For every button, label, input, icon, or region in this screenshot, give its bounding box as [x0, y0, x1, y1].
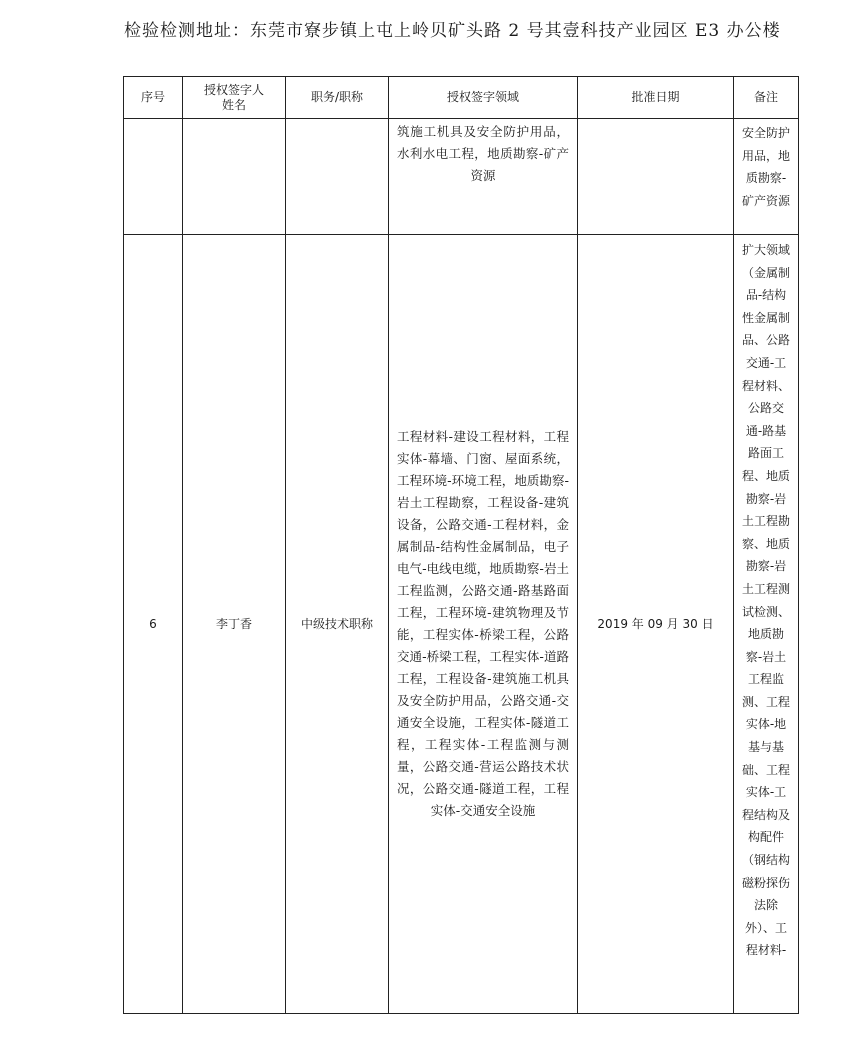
note-text: 安全防护用品，地质勘察-矿产资源	[741, 126, 790, 208]
scope-text: 筑施工机具及安全防护用品，水利水电工程，地质勘察-矿产资源	[397, 124, 569, 183]
cell-date	[578, 119, 734, 235]
cell-title: 中级技术职称	[286, 235, 389, 1014]
header-note: 备注	[734, 77, 799, 119]
note-text: 扩大领域（金属制品-结构性金属制品、公路交通-工程材料、公路交通-路基路面工程、地质勘察-岩土工程勘察、地质勘察-岩土工程测试检测、地质勘察-岩土工程监测、工程实体-地基与基础、工程实体-工程结构及构配件（钢结构磁粉探伤法除外）、工程材料-	[741, 243, 790, 958]
cell-date: 2019 年 09 月 30 日	[578, 235, 734, 1014]
cell-note	[734, 119, 799, 235]
cell-index	[124, 119, 183, 235]
header-title: 职务/职称	[286, 77, 389, 119]
cell-scope	[389, 119, 578, 235]
header-date: 批准日期	[578, 77, 734, 119]
cell-index: 6	[124, 235, 183, 1014]
authorized-signatory-table	[123, 76, 799, 1014]
table-header-row	[124, 77, 799, 119]
cell-name	[183, 119, 286, 235]
header-name: 授权签字人姓名	[183, 77, 286, 119]
cell-scope	[389, 235, 578, 1014]
header-index: 序号	[124, 77, 183, 119]
page-heading: 检验检测地址：东莞市寮步镇上屯上岭贝矿头路 2 号其壹科技产业园区 E3 办公楼	[124, 21, 781, 41]
cell-name: 李丁香	[183, 235, 286, 1014]
table-row	[124, 235, 799, 1014]
cell-note	[734, 235, 799, 1014]
cell-title	[286, 119, 389, 235]
header-scope: 授权签字领域	[389, 77, 578, 119]
scope-text: 工程材料-建设工程材料，工程实体-幕墙、门窗、屋面系统，工程环境-环境工程，地质勘察-岩土工程勘察，工程设备-建筑设备，公路交通-工程材料，金属制品-结构性金属制品，电子电气-电线电缆，地质勘察-岩土工程监测，公路交通-路基路面工程，工程环境-建筑物理及节能，工程实体-桥梁工程，公路交通-桥梁工程，工程实体-道路工程，工程设备-建筑施工机具及安全防护用品，公路交通-交通安全设施，工程实体-隧道工程，工程实体-工程监测与测量，公路交通-营运公路技术状况，公路交通-隧道工程，工程实体-交通安全设施	[397, 429, 569, 818]
table-row	[124, 119, 799, 235]
